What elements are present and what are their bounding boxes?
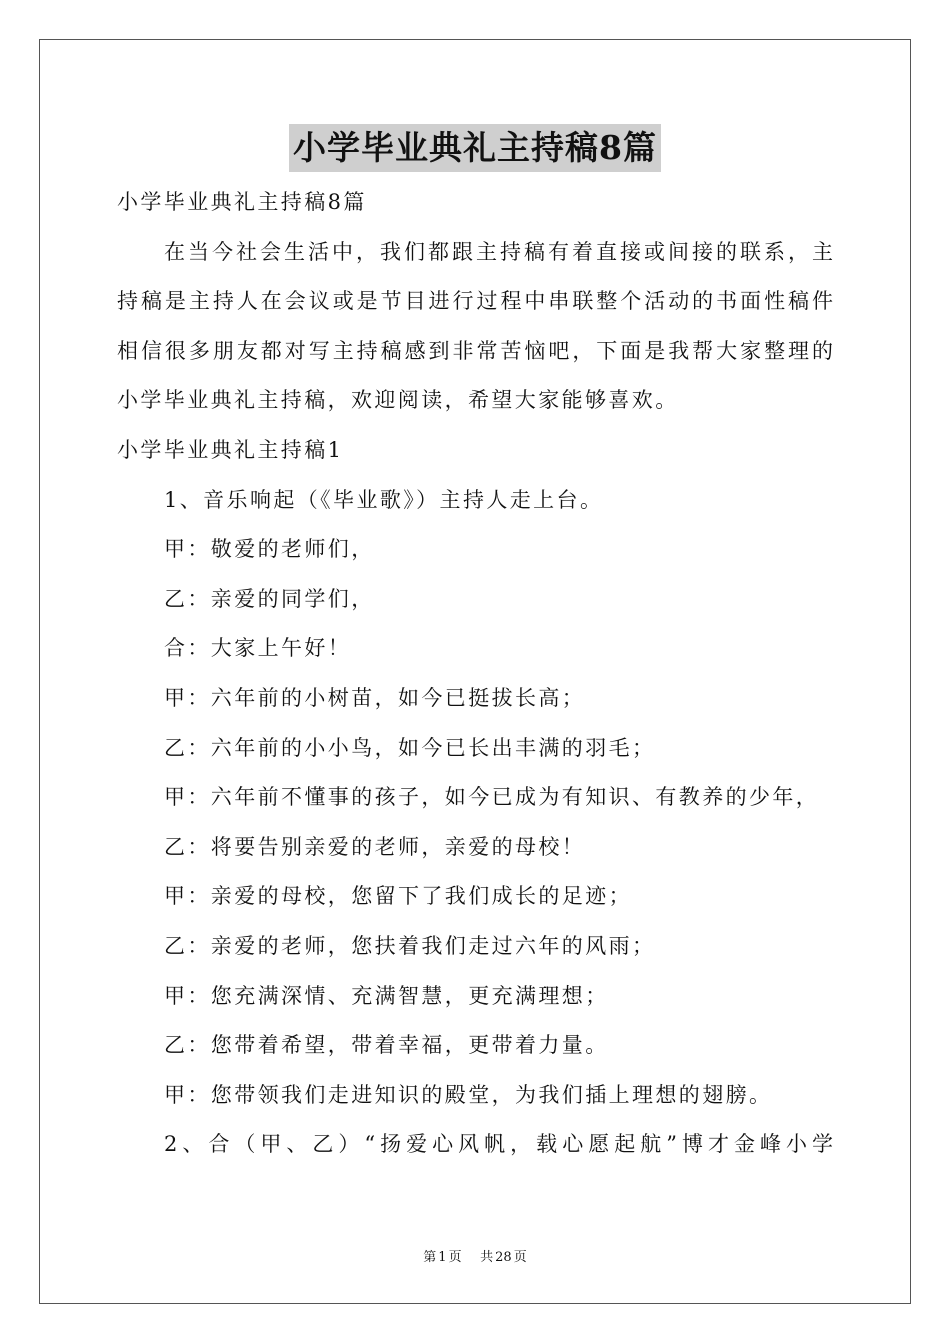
text-line: 小学毕业典礼主持稿1 <box>117 437 344 462</box>
text-line: 乙：亲爱的老师，您扶着我们走过六年的风雨； <box>164 933 656 958</box>
current-page-number: 1 <box>438 1250 447 1265</box>
text-line: 甲：您带领我们走进知识的殿堂，为我们插上理想的翅膀。 <box>164 1082 773 1107</box>
text-line: 甲：您充满深情、充满智慧，更充满理想； <box>164 983 609 1008</box>
text-line: 小学毕业典礼主持稿，欢迎阅读，希望大家能够喜欢。 <box>117 388 679 413</box>
text-line: 乙：将要告别亲爱的老师，亲爱的母校！ <box>164 834 586 859</box>
total-label-prefix: 共 <box>480 1250 494 1265</box>
text-line: 甲：亲爱的母校，您留下了我们成长的足迹； <box>164 884 632 909</box>
text-line: 在当今社会生活中，我们都跟主持稿有着直接或间接的联系，主 <box>164 239 833 264</box>
text-line: 持稿是主持人在会议或是节目进行过程中串联整个活动的书面性稿件 <box>117 289 833 314</box>
text-line: 甲：六年前不懂事的孩子，如今已成为有知识、有教养的少年， <box>164 785 820 810</box>
text-line: 乙：六年前的小小鸟，如今已长出丰满的羽毛； <box>164 735 656 760</box>
text-line: 2、合（甲、乙）“扬爱心风帆，载心愿起航”博才金峰小学 <box>164 1132 833 1157</box>
document-body <box>117 178 833 1170</box>
title-container <box>0 124 950 172</box>
page-label-suffix: 页 <box>448 1250 462 1265</box>
text-line: 相信很多朋友都对写主持稿感到非常苦恼吧，下面是我帮大家整理的 <box>117 338 833 363</box>
total-label-suffix: 页 <box>513 1250 527 1265</box>
text-line: 乙：您带着希望，带着幸福，更带着力量。 <box>164 1033 609 1058</box>
text-line: 乙：亲爱的同学们， <box>164 586 375 611</box>
text-line: 1、音乐响起（《毕业歌》）主持人走上台。 <box>164 487 604 512</box>
text-line: 小学毕业典礼主持稿8篇 <box>117 190 367 214</box>
text-line: 甲：敬爱的老师们， <box>164 537 375 562</box>
total-pages-number: 28 <box>495 1250 512 1265</box>
text-line: 甲：六年前的小树苗，如今已挺拔长高； <box>164 685 586 710</box>
page-label-prefix: 第 <box>423 1250 437 1265</box>
text-line: 合：大家上午好！ <box>164 636 352 661</box>
document-title: 小学毕业典礼主持稿8篇 <box>289 124 661 172</box>
page-footer <box>0 1246 950 1265</box>
